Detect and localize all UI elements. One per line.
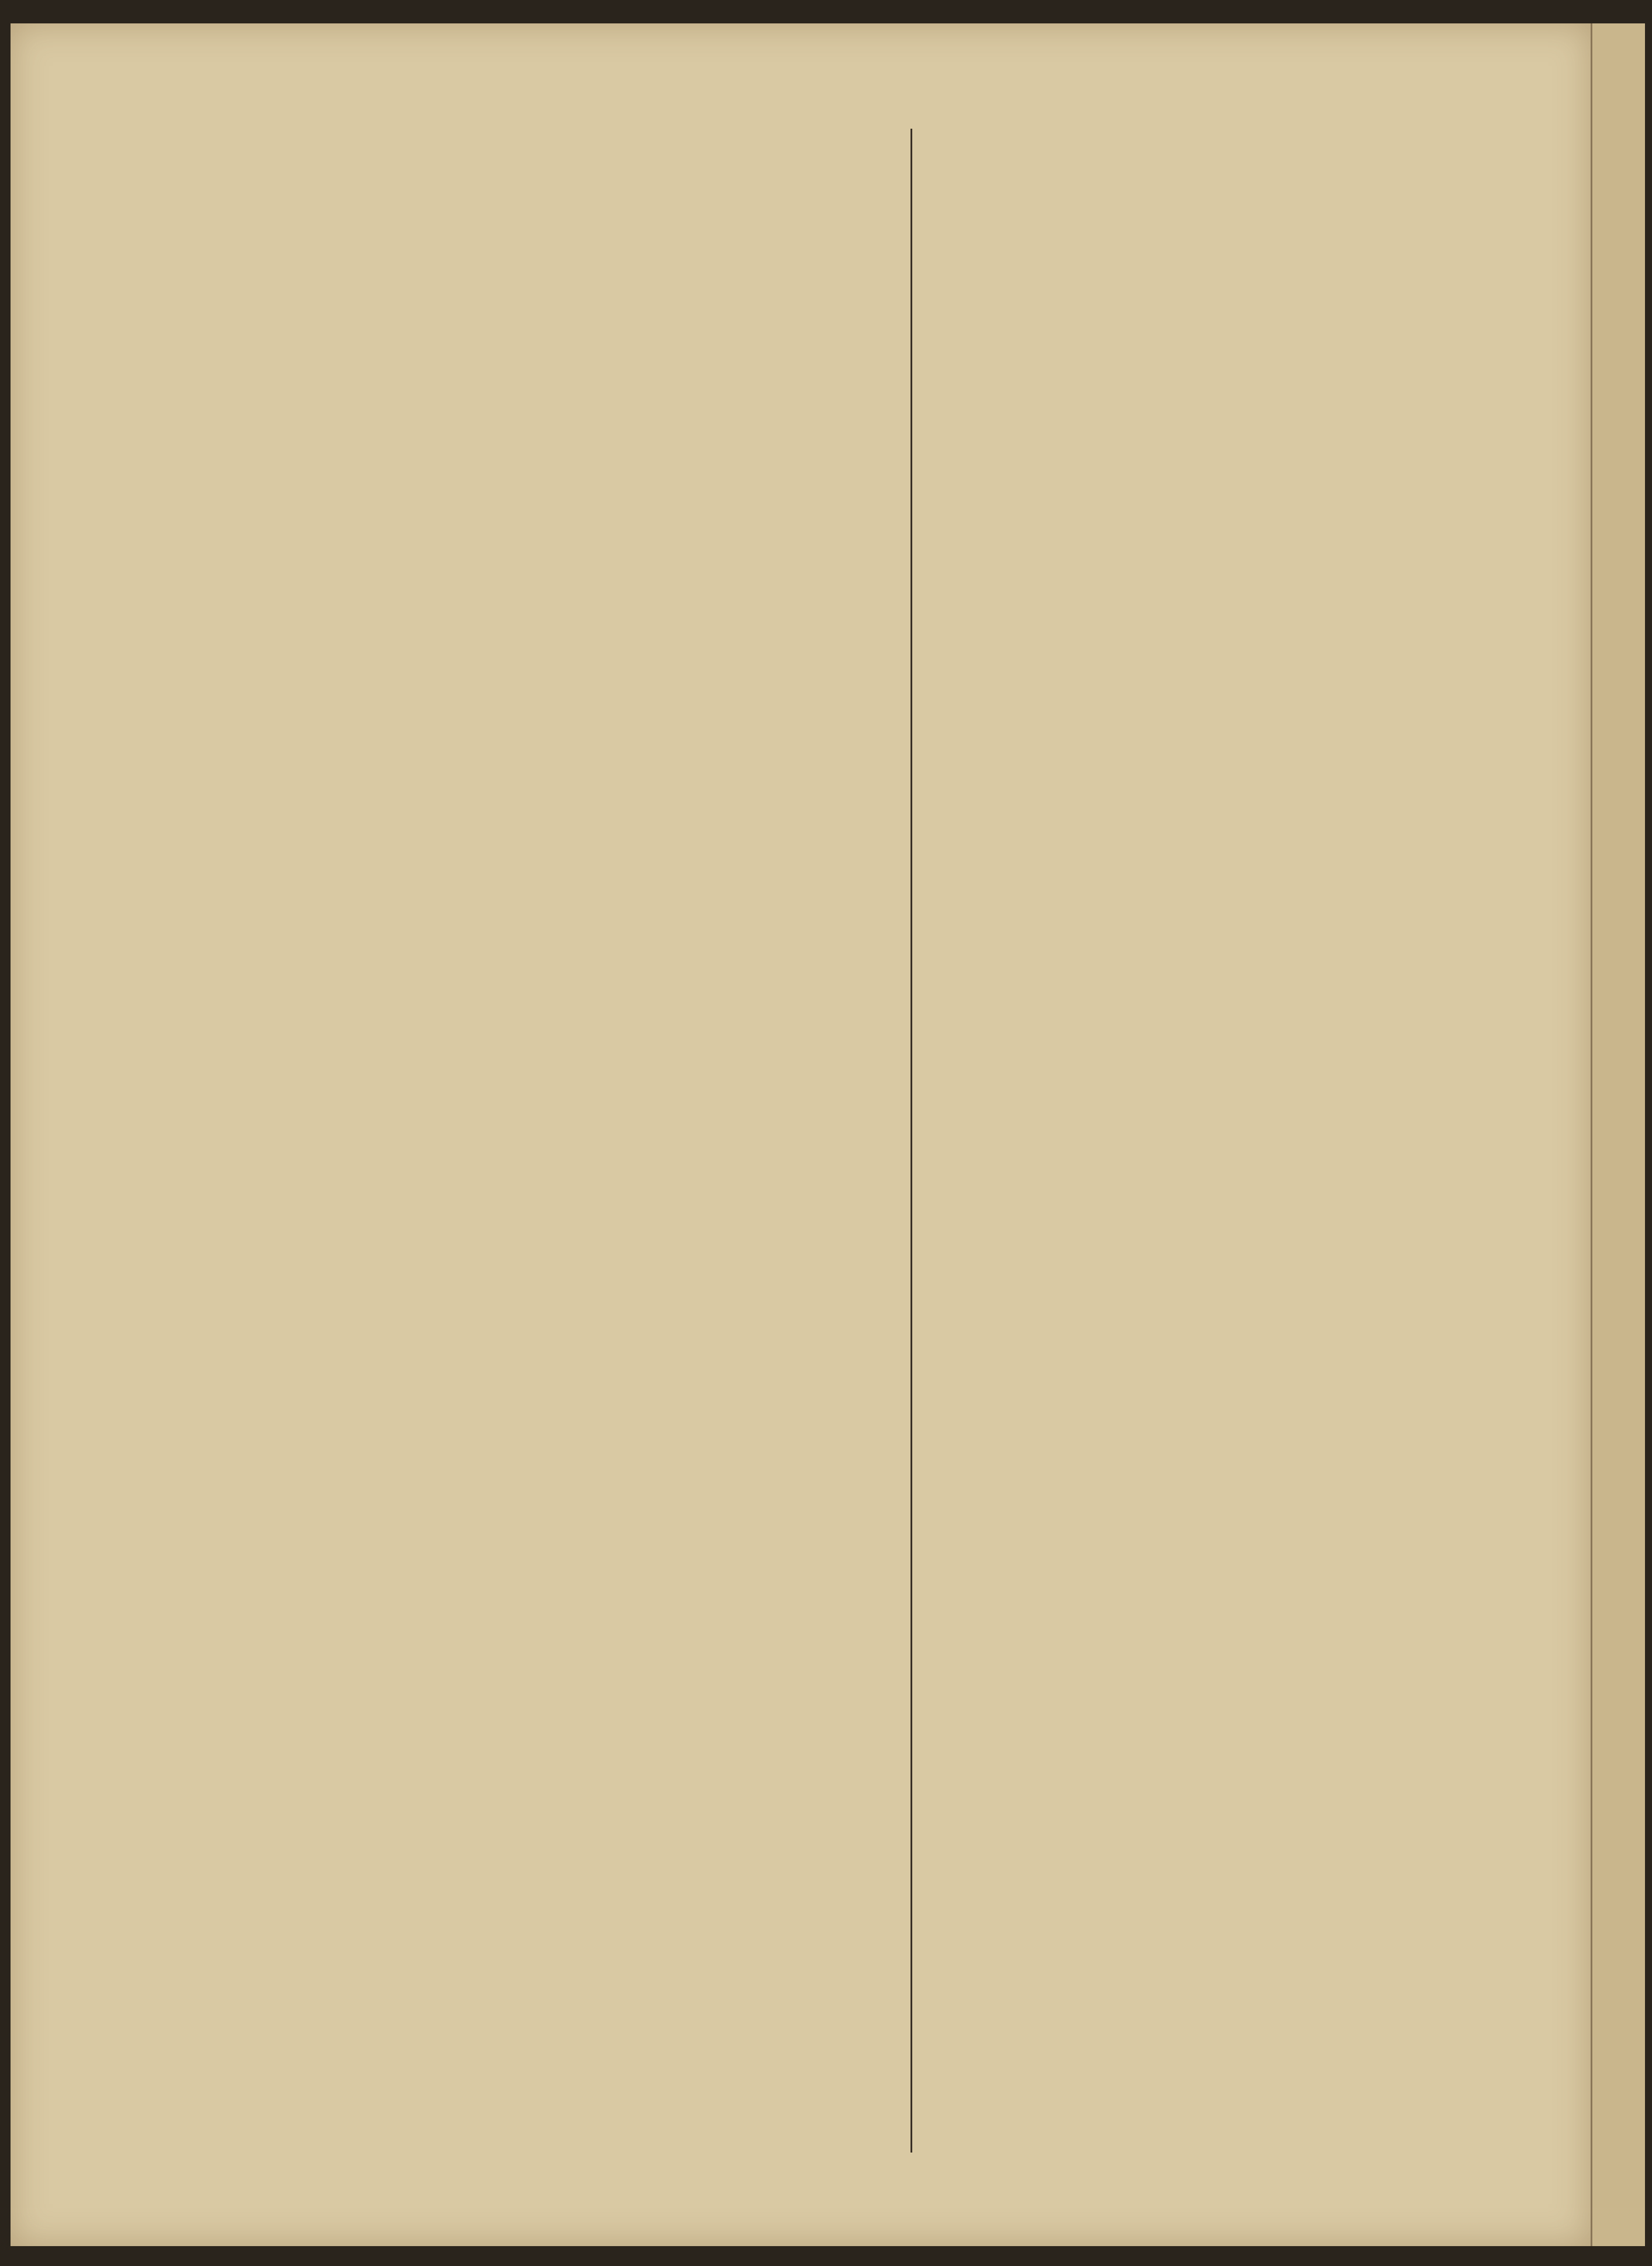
right-column: [877, 126, 1570, 129]
left-column: [146, 126, 871, 129]
next-page-edge: [1591, 23, 1645, 2246]
column-divider: [911, 129, 912, 2153]
newspaper-page: [11, 23, 1591, 2246]
